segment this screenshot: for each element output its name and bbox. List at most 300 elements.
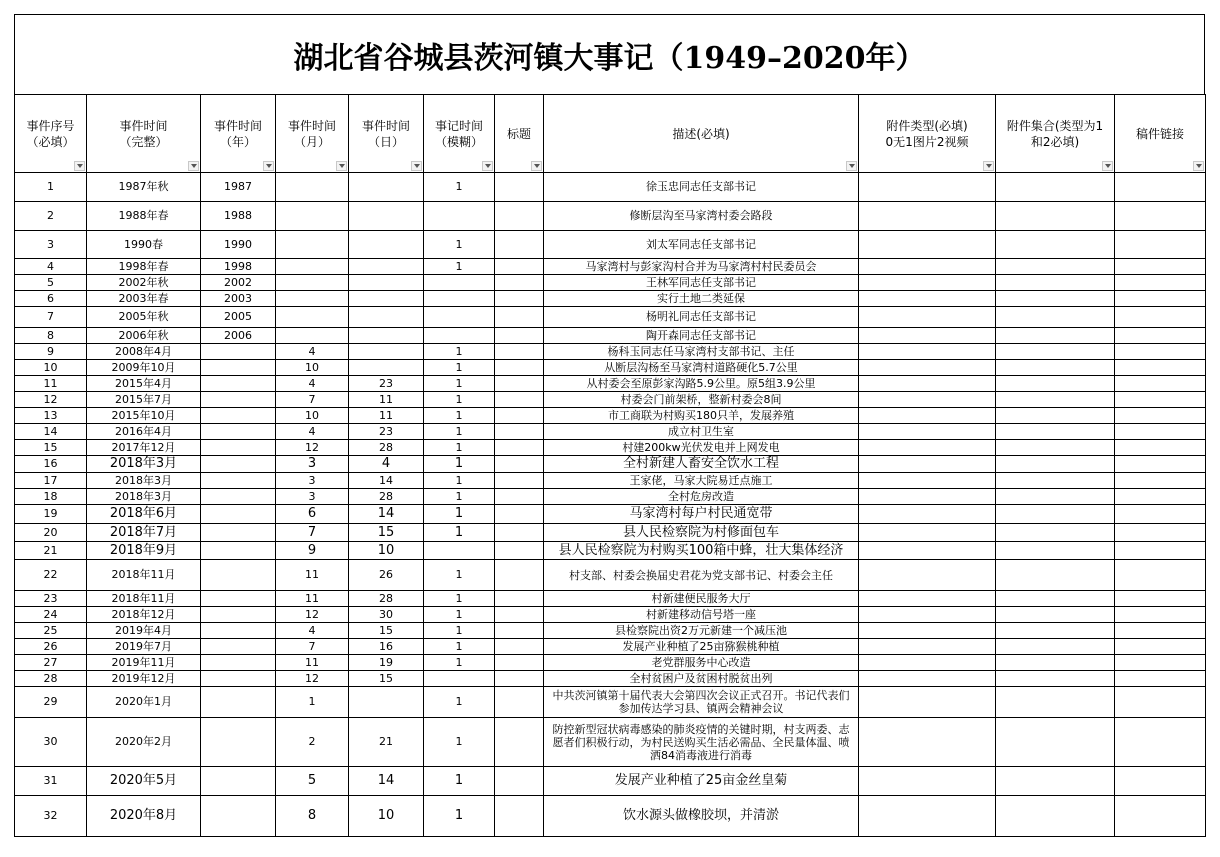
attachment-set-cell[interactable] xyxy=(996,655,1115,671)
day-cell[interactable] xyxy=(349,231,424,259)
article-link-cell[interactable] xyxy=(1115,796,1206,837)
attachment-type-cell[interactable] xyxy=(859,259,996,275)
fuzzy-time-cell[interactable] xyxy=(424,671,495,687)
month-cell[interactable]: 4 xyxy=(276,344,349,360)
full-time-cell[interactable]: 1988年春 xyxy=(87,202,201,231)
description-cell[interactable]: 中共茨河镇第十届代表大会第四次会议正式召开。书记代表们参加传达学习县、镇两会精神会议 xyxy=(544,687,859,718)
month-cell[interactable] xyxy=(276,307,349,328)
article-link-cell[interactable] xyxy=(1115,440,1206,456)
full-time-cell[interactable]: 2006年秋 xyxy=(87,328,201,344)
description-cell[interactable]: 村支部、村委会换届史君花为党支部书记、村委会主任 xyxy=(544,560,859,591)
day-cell[interactable]: 23 xyxy=(349,376,424,392)
attachment-set-cell[interactable] xyxy=(996,456,1115,473)
month-cell[interactable] xyxy=(276,275,349,291)
event-no-cell[interactable]: 28 xyxy=(15,671,87,687)
fuzzy-time-cell[interactable]: 1 xyxy=(424,639,495,655)
article-link-cell[interactable] xyxy=(1115,591,1206,607)
article-link-cell[interactable] xyxy=(1115,489,1206,505)
description-cell[interactable]: 王林军同志任支部书记 xyxy=(544,275,859,291)
day-cell[interactable]: 11 xyxy=(349,392,424,408)
day-cell[interactable]: 10 xyxy=(349,796,424,837)
attachment-set-cell[interactable] xyxy=(996,505,1115,524)
attachment-type-cell[interactable] xyxy=(859,392,996,408)
fuzzy-time-cell[interactable]: 1 xyxy=(424,718,495,767)
year-cell[interactable] xyxy=(201,360,276,376)
filter-dropdown-icon[interactable] xyxy=(1193,161,1204,171)
description-cell[interactable]: 村新建便民服务大厅 xyxy=(544,591,859,607)
year-cell[interactable]: 2006 xyxy=(201,328,276,344)
fuzzy-time-cell[interactable] xyxy=(424,542,495,560)
attachment-type-cell[interactable] xyxy=(859,440,996,456)
attachment-set-cell[interactable] xyxy=(996,231,1115,259)
description-cell[interactable]: 修断层沟至马家湾村委会路段 xyxy=(544,202,859,231)
attachment-type-cell[interactable] xyxy=(859,505,996,524)
description-cell[interactable]: 王家佬，马家大院易迁点施工 xyxy=(544,473,859,489)
fuzzy-time-cell[interactable]: 1 xyxy=(424,376,495,392)
title-cell[interactable] xyxy=(495,671,544,687)
attachment-type-cell[interactable] xyxy=(859,623,996,639)
title-cell[interactable] xyxy=(495,307,544,328)
title-cell[interactable] xyxy=(495,344,544,360)
description-cell[interactable]: 发展产业种植了25亩金丝皇菊 xyxy=(544,767,859,796)
full-time-cell[interactable]: 2018年3月 xyxy=(87,456,201,473)
article-link-cell[interactable] xyxy=(1115,307,1206,328)
attachment-type-cell[interactable] xyxy=(859,424,996,440)
title-cell[interactable] xyxy=(495,275,544,291)
description-cell[interactable]: 杨明礼同志任支部书记 xyxy=(544,307,859,328)
attachment-set-cell[interactable] xyxy=(996,591,1115,607)
header-month[interactable] xyxy=(276,95,349,173)
year-cell[interactable] xyxy=(201,456,276,473)
day-cell[interactable] xyxy=(349,344,424,360)
article-link-cell[interactable] xyxy=(1115,408,1206,424)
month-cell[interactable]: 11 xyxy=(276,655,349,671)
year-cell[interactable] xyxy=(201,591,276,607)
event-no-cell[interactable]: 31 xyxy=(15,767,87,796)
full-time-cell[interactable]: 2018年11月 xyxy=(87,591,201,607)
filter-dropdown-icon[interactable] xyxy=(531,161,542,171)
description-cell[interactable]: 从村委会至原彭家沟路5.9公里。原5组3.9公里 xyxy=(544,376,859,392)
attachment-type-cell[interactable] xyxy=(859,291,996,307)
day-cell[interactable]: 19 xyxy=(349,655,424,671)
article-link-cell[interactable] xyxy=(1115,524,1206,542)
header-day[interactable] xyxy=(349,95,424,173)
month-cell[interactable]: 4 xyxy=(276,424,349,440)
header-attachment-type[interactable] xyxy=(859,95,996,173)
description-cell[interactable]: 防控新型冠状病毒感染的肺炎疫情的关键时期，村支两委、志愿者们积极行动，为村民送购买生活必需品、全民量体温、喷洒84消毒液进行消毒 xyxy=(544,718,859,767)
event-no-cell[interactable]: 20 xyxy=(15,524,87,542)
description-cell[interactable]: 村新建移动信号塔一座 xyxy=(544,607,859,623)
full-time-cell[interactable]: 1990春 xyxy=(87,231,201,259)
fuzzy-time-cell[interactable]: 1 xyxy=(424,231,495,259)
attachment-type-cell[interactable] xyxy=(859,591,996,607)
event-no-cell[interactable]: 1 xyxy=(15,173,87,202)
description-cell[interactable]: 县检察院出资2万元新建一个减压池 xyxy=(544,623,859,639)
full-time-cell[interactable]: 2009年10月 xyxy=(87,360,201,376)
attachment-type-cell[interactable] xyxy=(859,202,996,231)
attachment-type-cell[interactable] xyxy=(859,456,996,473)
month-cell[interactable] xyxy=(276,291,349,307)
title-cell[interactable] xyxy=(495,489,544,505)
year-cell[interactable] xyxy=(201,505,276,524)
attachment-set-cell[interactable] xyxy=(996,489,1115,505)
article-link-cell[interactable] xyxy=(1115,392,1206,408)
day-cell[interactable] xyxy=(349,259,424,275)
event-no-cell[interactable]: 9 xyxy=(15,344,87,360)
year-cell[interactable]: 2003 xyxy=(201,291,276,307)
full-time-cell[interactable]: 2016年4月 xyxy=(87,424,201,440)
event-no-cell[interactable]: 5 xyxy=(15,275,87,291)
full-time-cell[interactable]: 2015年4月 xyxy=(87,376,201,392)
month-cell[interactable]: 3 xyxy=(276,473,349,489)
description-cell[interactable]: 马家湾村与彭家沟村合并为马家湾村村民委员会 xyxy=(544,259,859,275)
description-cell[interactable]: 村委会门前架桥，整新村委会8间 xyxy=(544,392,859,408)
attachment-set-cell[interactable] xyxy=(996,623,1115,639)
attachment-set-cell[interactable] xyxy=(996,718,1115,767)
fuzzy-time-cell[interactable]: 1 xyxy=(424,360,495,376)
attachment-set-cell[interactable] xyxy=(996,202,1115,231)
title-cell[interactable] xyxy=(495,376,544,392)
attachment-type-cell[interactable] xyxy=(859,687,996,718)
fuzzy-time-cell[interactable]: 1 xyxy=(424,440,495,456)
description-cell[interactable]: 刘太军同志任支部书记 xyxy=(544,231,859,259)
year-cell[interactable] xyxy=(201,392,276,408)
article-link-cell[interactable] xyxy=(1115,328,1206,344)
attachment-type-cell[interactable] xyxy=(859,655,996,671)
year-cell[interactable] xyxy=(201,639,276,655)
month-cell[interactable] xyxy=(276,328,349,344)
attachment-type-cell[interactable] xyxy=(859,376,996,392)
month-cell[interactable]: 12 xyxy=(276,607,349,623)
attachment-set-cell[interactable] xyxy=(996,687,1115,718)
year-cell[interactable] xyxy=(201,344,276,360)
event-no-cell[interactable]: 19 xyxy=(15,505,87,524)
description-cell[interactable]: 全村危房改造 xyxy=(544,489,859,505)
full-time-cell[interactable]: 2020年1月 xyxy=(87,687,201,718)
article-link-cell[interactable] xyxy=(1115,231,1206,259)
event-no-cell[interactable]: 30 xyxy=(15,718,87,767)
full-time-cell[interactable]: 2005年秋 xyxy=(87,307,201,328)
year-cell[interactable]: 1998 xyxy=(201,259,276,275)
description-cell[interactable]: 杨科玉同志任马家湾村支部书记、主任 xyxy=(544,344,859,360)
event-no-cell[interactable]: 7 xyxy=(15,307,87,328)
fuzzy-time-cell[interactable]: 1 xyxy=(424,767,495,796)
year-cell[interactable] xyxy=(201,718,276,767)
full-time-cell[interactable]: 2019年11月 xyxy=(87,655,201,671)
attachment-type-cell[interactable] xyxy=(859,173,996,202)
article-link-cell[interactable] xyxy=(1115,607,1206,623)
month-cell[interactable]: 3 xyxy=(276,456,349,473)
attachment-set-cell[interactable] xyxy=(996,307,1115,328)
title-cell[interactable] xyxy=(495,473,544,489)
full-time-cell[interactable]: 2019年7月 xyxy=(87,639,201,655)
full-time-cell[interactable]: 2002年秋 xyxy=(87,275,201,291)
day-cell[interactable] xyxy=(349,275,424,291)
article-link-cell[interactable] xyxy=(1115,623,1206,639)
full-time-cell[interactable]: 2015年7月 xyxy=(87,392,201,408)
full-time-cell[interactable]: 2019年4月 xyxy=(87,623,201,639)
attachment-set-cell[interactable] xyxy=(996,275,1115,291)
full-time-cell[interactable]: 2018年9月 xyxy=(87,542,201,560)
article-link-cell[interactable] xyxy=(1115,718,1206,767)
day-cell[interactable]: 16 xyxy=(349,639,424,655)
description-cell[interactable]: 饮水源头做橡胶坝，并清淤 xyxy=(544,796,859,837)
fuzzy-time-cell[interactable]: 1 xyxy=(424,623,495,639)
event-no-cell[interactable]: 16 xyxy=(15,456,87,473)
year-cell[interactable]: 1988 xyxy=(201,202,276,231)
fuzzy-time-cell[interactable]: 1 xyxy=(424,173,495,202)
title-cell[interactable] xyxy=(495,202,544,231)
filter-dropdown-icon[interactable] xyxy=(983,161,994,171)
filter-dropdown-icon[interactable] xyxy=(482,161,493,171)
fuzzy-time-cell[interactable] xyxy=(424,291,495,307)
title-cell[interactable] xyxy=(495,767,544,796)
full-time-cell[interactable]: 2019年12月 xyxy=(87,671,201,687)
description-cell[interactable]: 全村贫困户及贫困村脱贫出列 xyxy=(544,671,859,687)
year-cell[interactable] xyxy=(201,376,276,392)
title-cell[interactable] xyxy=(495,392,544,408)
title-cell[interactable] xyxy=(495,440,544,456)
title-cell[interactable] xyxy=(495,560,544,591)
day-cell[interactable]: 11 xyxy=(349,408,424,424)
article-link-cell[interactable] xyxy=(1115,275,1206,291)
title-cell[interactable] xyxy=(495,524,544,542)
event-no-cell[interactable]: 12 xyxy=(15,392,87,408)
year-cell[interactable] xyxy=(201,687,276,718)
month-cell[interactable]: 4 xyxy=(276,623,349,639)
fuzzy-time-cell[interactable] xyxy=(424,307,495,328)
event-no-cell[interactable]: 15 xyxy=(15,440,87,456)
title-cell[interactable] xyxy=(495,687,544,718)
day-cell[interactable]: 28 xyxy=(349,489,424,505)
title-cell[interactable] xyxy=(495,718,544,767)
title-cell[interactable] xyxy=(495,591,544,607)
article-link-cell[interactable] xyxy=(1115,655,1206,671)
attachment-type-cell[interactable] xyxy=(859,560,996,591)
filter-dropdown-icon[interactable] xyxy=(263,161,274,171)
event-no-cell[interactable]: 11 xyxy=(15,376,87,392)
attachment-set-cell[interactable] xyxy=(996,671,1115,687)
day-cell[interactable]: 14 xyxy=(349,505,424,524)
event-no-cell[interactable]: 18 xyxy=(15,489,87,505)
fuzzy-time-cell[interactable]: 1 xyxy=(424,473,495,489)
fuzzy-time-cell[interactable]: 1 xyxy=(424,505,495,524)
article-link-cell[interactable] xyxy=(1115,639,1206,655)
attachment-type-cell[interactable] xyxy=(859,275,996,291)
attachment-type-cell[interactable] xyxy=(859,328,996,344)
month-cell[interactable]: 12 xyxy=(276,440,349,456)
header-title[interactable] xyxy=(495,95,544,173)
day-cell[interactable] xyxy=(349,291,424,307)
attachment-set-cell[interactable] xyxy=(996,291,1115,307)
fuzzy-time-cell[interactable]: 1 xyxy=(424,796,495,837)
attachment-set-cell[interactable] xyxy=(996,542,1115,560)
month-cell[interactable] xyxy=(276,202,349,231)
title-cell[interactable] xyxy=(495,505,544,524)
event-no-cell[interactable]: 6 xyxy=(15,291,87,307)
attachment-set-cell[interactable] xyxy=(996,524,1115,542)
fuzzy-time-cell[interactable]: 1 xyxy=(424,560,495,591)
attachment-set-cell[interactable] xyxy=(996,259,1115,275)
year-cell[interactable]: 1987 xyxy=(201,173,276,202)
description-cell[interactable]: 从断层沟杨至马家湾村道路硬化5.7公里 xyxy=(544,360,859,376)
event-no-cell[interactable]: 21 xyxy=(15,542,87,560)
title-cell[interactable] xyxy=(495,173,544,202)
attachment-set-cell[interactable] xyxy=(996,440,1115,456)
full-time-cell[interactable]: 2018年3月 xyxy=(87,489,201,505)
attachment-type-cell[interactable] xyxy=(859,524,996,542)
day-cell[interactable]: 15 xyxy=(349,524,424,542)
fuzzy-time-cell[interactable]: 1 xyxy=(424,259,495,275)
month-cell[interactable]: 8 xyxy=(276,796,349,837)
day-cell[interactable] xyxy=(349,173,424,202)
month-cell[interactable]: 7 xyxy=(276,524,349,542)
day-cell[interactable] xyxy=(349,202,424,231)
year-cell[interactable]: 1990 xyxy=(201,231,276,259)
year-cell[interactable] xyxy=(201,542,276,560)
attachment-set-cell[interactable] xyxy=(996,473,1115,489)
attachment-type-cell[interactable] xyxy=(859,767,996,796)
description-cell[interactable]: 老党群服务中心改造 xyxy=(544,655,859,671)
attachment-set-cell[interactable] xyxy=(996,376,1115,392)
full-time-cell[interactable]: 2018年12月 xyxy=(87,607,201,623)
event-no-cell[interactable]: 22 xyxy=(15,560,87,591)
sheet-title-cell[interactable] xyxy=(14,14,1205,94)
article-link-cell[interactable] xyxy=(1115,291,1206,307)
month-cell[interactable]: 10 xyxy=(276,408,349,424)
year-cell[interactable] xyxy=(201,408,276,424)
day-cell[interactable]: 10 xyxy=(349,542,424,560)
day-cell[interactable]: 30 xyxy=(349,607,424,623)
year-cell[interactable] xyxy=(201,655,276,671)
attachment-type-cell[interactable] xyxy=(859,542,996,560)
title-cell[interactable] xyxy=(495,607,544,623)
fuzzy-time-cell[interactable]: 1 xyxy=(424,408,495,424)
header-article-link[interactable] xyxy=(1115,95,1206,173)
event-no-cell[interactable]: 13 xyxy=(15,408,87,424)
full-time-cell[interactable]: 2020年5月 xyxy=(87,767,201,796)
article-link-cell[interactable] xyxy=(1115,456,1206,473)
title-cell[interactable] xyxy=(495,796,544,837)
filter-dropdown-icon[interactable] xyxy=(188,161,199,171)
description-cell[interactable]: 陶开森同志任支部书记 xyxy=(544,328,859,344)
full-time-cell[interactable]: 2018年6月 xyxy=(87,505,201,524)
attachment-set-cell[interactable] xyxy=(996,344,1115,360)
title-cell[interactable] xyxy=(495,623,544,639)
article-link-cell[interactable] xyxy=(1115,542,1206,560)
month-cell[interactable]: 11 xyxy=(276,560,349,591)
article-link-cell[interactable] xyxy=(1115,173,1206,202)
filter-dropdown-icon[interactable] xyxy=(1102,161,1113,171)
full-time-cell[interactable]: 2020年2月 xyxy=(87,718,201,767)
header-full-time[interactable] xyxy=(87,95,201,173)
attachment-set-cell[interactable] xyxy=(996,328,1115,344)
month-cell[interactable] xyxy=(276,231,349,259)
month-cell[interactable]: 7 xyxy=(276,392,349,408)
article-link-cell[interactable] xyxy=(1115,767,1206,796)
article-link-cell[interactable] xyxy=(1115,344,1206,360)
day-cell[interactable]: 26 xyxy=(349,560,424,591)
fuzzy-time-cell[interactable] xyxy=(424,202,495,231)
description-cell[interactable]: 县人民检察院为村购买100箱中蜂，壮大集体经济 xyxy=(544,542,859,560)
attachment-type-cell[interactable] xyxy=(859,671,996,687)
fuzzy-time-cell[interactable] xyxy=(424,328,495,344)
full-time-cell[interactable]: 2018年11月 xyxy=(87,560,201,591)
description-cell[interactable]: 市工商联为村购买180只羊，发展养殖 xyxy=(544,408,859,424)
event-no-cell[interactable]: 17 xyxy=(15,473,87,489)
year-cell[interactable] xyxy=(201,489,276,505)
article-link-cell[interactable] xyxy=(1115,671,1206,687)
day-cell[interactable]: 14 xyxy=(349,473,424,489)
full-time-cell[interactable]: 1987年秋 xyxy=(87,173,201,202)
attachment-type-cell[interactable] xyxy=(859,718,996,767)
article-link-cell[interactable] xyxy=(1115,424,1206,440)
full-time-cell[interactable]: 2018年7月 xyxy=(87,524,201,542)
article-link-cell[interactable] xyxy=(1115,360,1206,376)
year-cell[interactable] xyxy=(201,767,276,796)
article-link-cell[interactable] xyxy=(1115,687,1206,718)
article-link-cell[interactable] xyxy=(1115,202,1206,231)
attachment-set-cell[interactable] xyxy=(996,173,1115,202)
full-time-cell[interactable]: 2008年4月 xyxy=(87,344,201,360)
description-cell[interactable]: 马家湾村每户村民通宽带 xyxy=(544,505,859,524)
event-no-cell[interactable]: 25 xyxy=(15,623,87,639)
year-cell[interactable] xyxy=(201,440,276,456)
attachment-set-cell[interactable] xyxy=(996,639,1115,655)
fuzzy-time-cell[interactable]: 1 xyxy=(424,456,495,473)
day-cell[interactable] xyxy=(349,307,424,328)
year-cell[interactable] xyxy=(201,607,276,623)
day-cell[interactable] xyxy=(349,360,424,376)
header-description[interactable] xyxy=(544,95,859,173)
month-cell[interactable]: 9 xyxy=(276,542,349,560)
title-cell[interactable] xyxy=(495,639,544,655)
event-no-cell[interactable]: 4 xyxy=(15,259,87,275)
fuzzy-time-cell[interactable]: 1 xyxy=(424,655,495,671)
day-cell[interactable] xyxy=(349,687,424,718)
month-cell[interactable]: 1 xyxy=(276,687,349,718)
header-fuzzy-time[interactable] xyxy=(424,95,495,173)
day-cell[interactable] xyxy=(349,328,424,344)
description-cell[interactable]: 发展产业种植了25亩猕猴桃种植 xyxy=(544,639,859,655)
year-cell[interactable] xyxy=(201,424,276,440)
day-cell[interactable]: 21 xyxy=(349,718,424,767)
attachment-type-cell[interactable] xyxy=(859,408,996,424)
event-no-cell[interactable]: 10 xyxy=(15,360,87,376)
year-cell[interactable]: 2005 xyxy=(201,307,276,328)
full-time-cell[interactable]: 2020年8月 xyxy=(87,796,201,837)
title-cell[interactable] xyxy=(495,424,544,440)
fuzzy-time-cell[interactable]: 1 xyxy=(424,344,495,360)
attachment-set-cell[interactable] xyxy=(996,392,1115,408)
event-no-cell[interactable]: 14 xyxy=(15,424,87,440)
title-cell[interactable] xyxy=(495,360,544,376)
event-no-cell[interactable]: 32 xyxy=(15,796,87,837)
event-no-cell[interactable]: 3 xyxy=(15,231,87,259)
month-cell[interactable] xyxy=(276,259,349,275)
day-cell[interactable]: 23 xyxy=(349,424,424,440)
fuzzy-time-cell[interactable]: 1 xyxy=(424,392,495,408)
day-cell[interactable]: 4 xyxy=(349,456,424,473)
filter-dropdown-icon[interactable] xyxy=(846,161,857,171)
attachment-type-cell[interactable] xyxy=(859,231,996,259)
month-cell[interactable]: 7 xyxy=(276,639,349,655)
article-link-cell[interactable] xyxy=(1115,473,1206,489)
fuzzy-time-cell[interactable]: 1 xyxy=(424,489,495,505)
fuzzy-time-cell[interactable]: 1 xyxy=(424,524,495,542)
full-time-cell[interactable]: 2003年春 xyxy=(87,291,201,307)
year-cell[interactable] xyxy=(201,796,276,837)
